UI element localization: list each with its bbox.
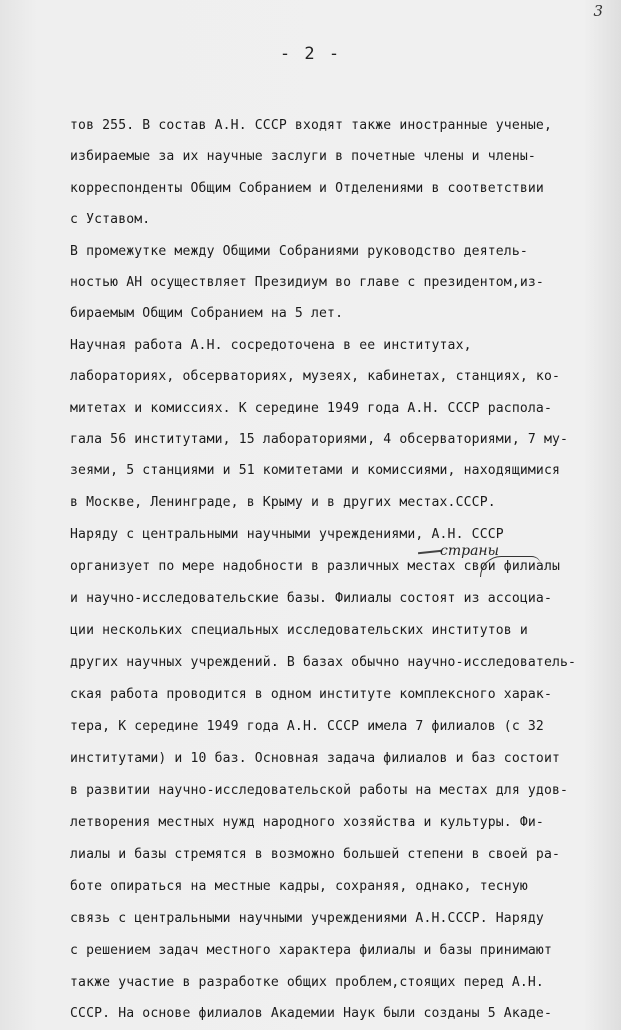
text-line: институтами) и 10 баз. Основная задача филиалов и баз состоит [70, 751, 561, 766]
text-line: других научных учреждений. В базах обычно научно-исследователь- [70, 655, 577, 670]
text-line: Научная работа А.Н. сосредоточена в ее институтах, [70, 338, 472, 353]
text-line: корреспонденты Общим Собранием и Отделениями в соответствии [70, 181, 544, 196]
text-line: с решением задач местного характера филиалы и базы принимают [70, 943, 552, 958]
text-line: бираемым Общим Собранием на 5 лет. [70, 306, 344, 321]
text-line: ностью АН осуществляет Президиум во главе с президентом,из- [70, 275, 544, 290]
text-line: организует по мере надобности в различных местах свои филиалы [70, 559, 561, 574]
text-line: избираемые за их научные заслуги в почетные члены и члены- [70, 149, 536, 164]
strikethrough-mark [418, 550, 442, 554]
text-line: митетах и комиссиях. К середине 1949 года А.Н. СССР распола- [70, 401, 552, 416]
text-line: также участие в разработке общих проблем,стоящих перед А.Н. [70, 975, 544, 990]
text-line: в развитии научно-исследовательской работы на местах для удов- [70, 783, 569, 798]
text-line: летворения местных нужд народного хозяйства и культуры. Фи- [70, 815, 544, 830]
text-line: гала 56 институтами, 15 лабораториями, 4 обсерваториями, 7 му- [70, 432, 569, 447]
text-line: лиалы и базы стремятся в возможно большей степени в своей ра- [70, 847, 561, 862]
text-line: ская работа проводится в одном институте комплексного харак- [70, 687, 552, 702]
text-line: лабораториях, обсерваториях, музеях, кабинетах, станциях, ко- [70, 369, 561, 384]
text-line: в Москве, Ленинграде, в Крыму и в других местах.СССР. [70, 495, 496, 510]
text-line: тера, К середине 1949 года А.Н. СССР имела 7 филиалов (с 32 [70, 719, 544, 734]
text-line: боте опираться на местные кадры, сохраняя, однако, тесную [70, 879, 528, 894]
text-line: Наряду с центральными научными учреждениями, А.Н. СССР [70, 527, 504, 542]
page-number: - 2 - [279, 44, 342, 64]
handwritten-insertion: страны [440, 543, 500, 559]
text-line: СССР. На основе филиалов Академии Наук были созданы 5 Акаде- [70, 1006, 552, 1021]
handwritten-page-mark: 3 [593, 2, 603, 20]
text-line: и научно-исследовательские базы. Филиалы состоят из ассоциа- [70, 591, 552, 606]
text-line: с Уставом. [70, 212, 151, 227]
text-line: связь с центральными научными учреждениями А.Н.СССР. Наряду [70, 911, 544, 926]
text-line: зеями, 5 станциями и 51 комитетами и комиссиями, находящимися [70, 463, 561, 478]
text-line: В промежутке между Общими Собраниями руководство деятель- [70, 244, 528, 259]
text-line: ции нескольких специальных исследовательских институтов и [70, 623, 528, 638]
text-line: тов 255. В состав А.Н. СССР входят также иностранные ученые, [70, 118, 552, 133]
insertion-mark [480, 556, 541, 577]
